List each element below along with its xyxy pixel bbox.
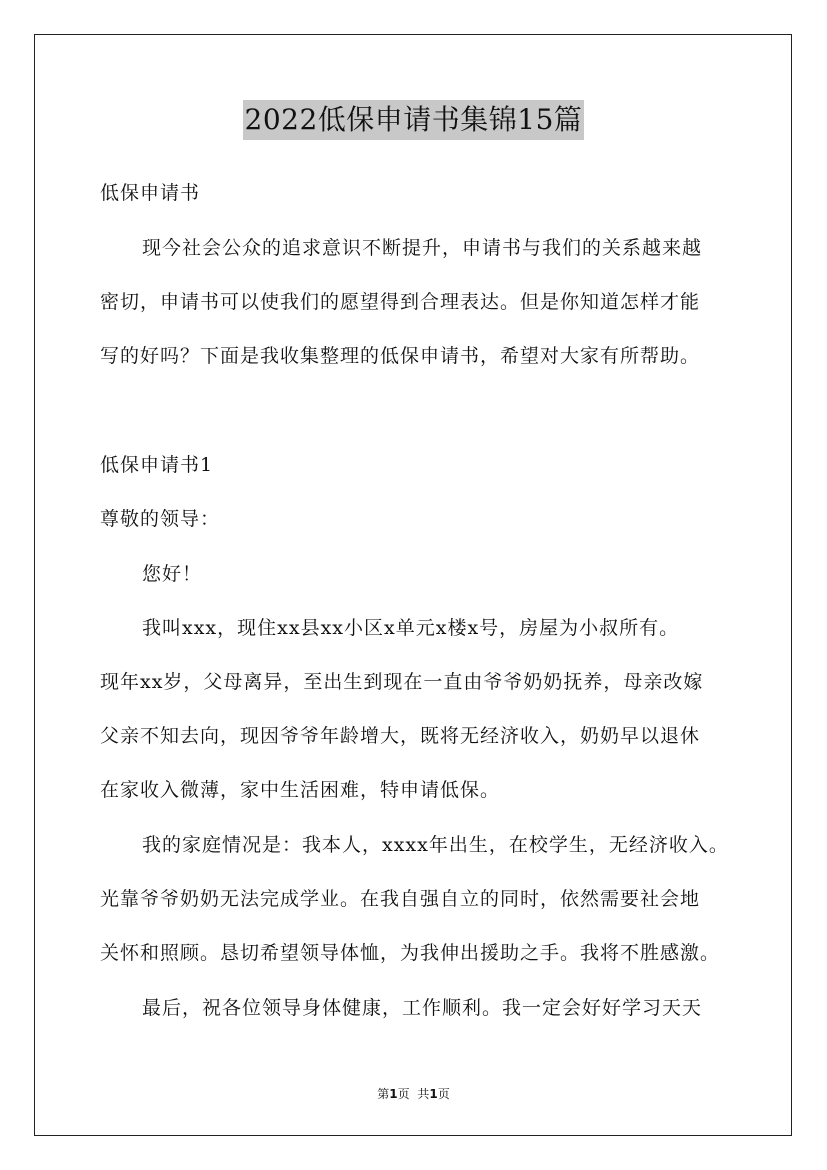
letter-heading: 低保申请书1 — [100, 454, 214, 476]
total-pages: 1 — [429, 1087, 438, 1101]
body-line-5: 我的家庭情况是：我本人，xxxx年出生，在校学生，无经济收入。 — [142, 834, 729, 856]
total-prefix: 共 — [417, 1087, 430, 1101]
body-line-7: 关怀和照顾。恳切希望领导体恤，为我伸出援助之手。我将不胜感激。 — [100, 942, 721, 964]
page-number: 1 — [389, 1087, 398, 1101]
document-title-wrapper — [0, 100, 827, 140]
body-line-2: 现年xx岁，父母离异，至出生到现在一直由爷爷奶奶抚养，母亲改嫁 — [100, 671, 704, 693]
page-footer — [0, 1086, 827, 1102]
intro-line-1: 现今社会公众的追求意识不断提升，申请书与我们的关系越来越 — [142, 237, 703, 259]
body-line-1: 我叫xxx，现住xx县xx小区x单元x楼x号，房屋为小叔所有。 — [142, 617, 680, 639]
body-line-3: 父亲不知去向，现因爷爷年龄增大，既将无经济收入，奶奶早以退休 — [100, 725, 701, 747]
page-prefix: 第 — [377, 1087, 390, 1101]
page-suffix: 页 — [397, 1087, 410, 1101]
intro-line-3: 写的好吗？下面是我收集整理的低保申请书，希望对大家有所帮助。 — [100, 345, 701, 367]
salutation: 尊敬的领导： — [100, 508, 221, 530]
section-label: 低保申请书 — [100, 182, 201, 204]
intro-line-2: 密切，申请书可以使我们的愿望得到合理表达。但是你知道怎样才能 — [100, 291, 701, 313]
body-line-4: 在家收入微薄，家中生活困难，特申请低保。 — [100, 779, 501, 801]
total-suffix: 页 — [437, 1087, 450, 1101]
greeting: 您好！ — [142, 563, 203, 585]
body-line-8: 最后，祝各位领导身体健康，工作顺利。我一定会好好学习天天 — [142, 997, 703, 1019]
body-line-6: 光靠爷爷奶奶无法完成学业。在我自强自立的同时，依然需要社会地 — [100, 888, 701, 910]
document-title: 2022低保申请书集锦15篇 — [243, 100, 585, 140]
